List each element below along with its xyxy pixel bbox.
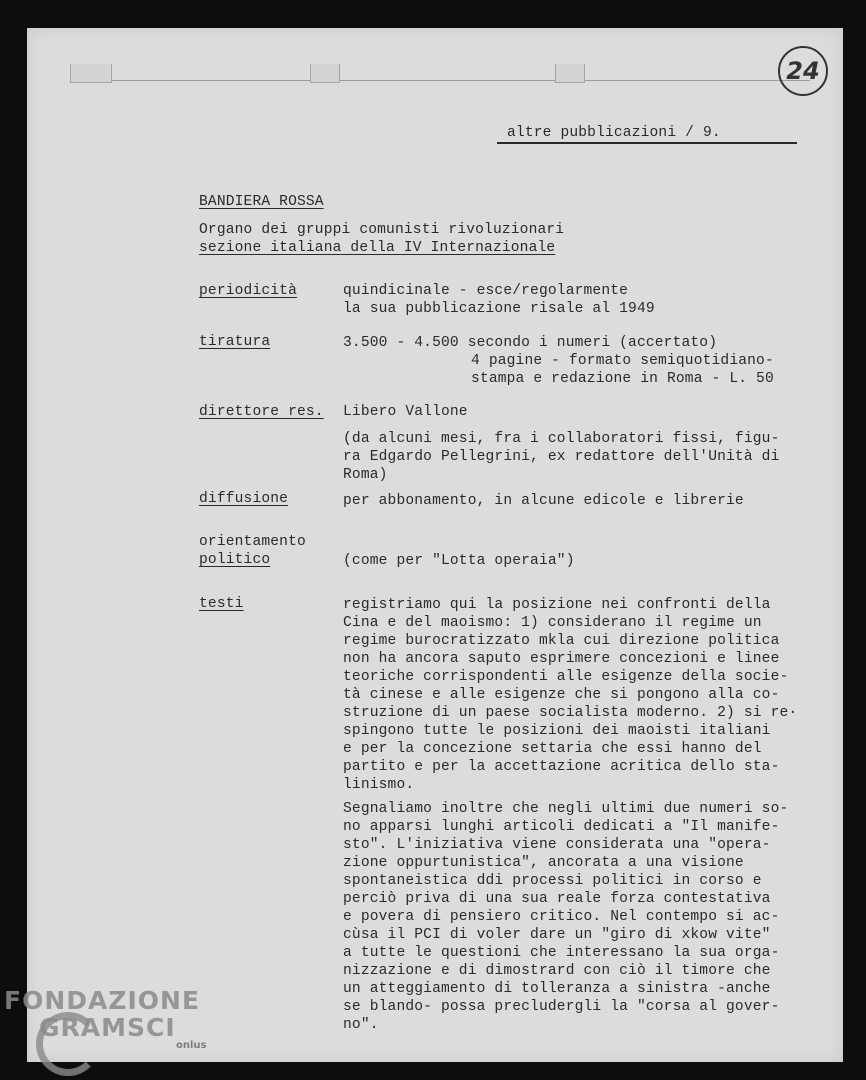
field-label-tiratura: tiratura bbox=[199, 334, 271, 350]
body-line: sto". L'iniziativa viene considerata una "opera- bbox=[343, 837, 771, 853]
binder-tab bbox=[70, 64, 112, 83]
field-label-direttore: direttore res. bbox=[199, 404, 324, 420]
body-line: nizzazione e di dimostrard con ciò il timore che bbox=[343, 963, 771, 979]
body-line: regime burocratizzato mkla cui direzione politica bbox=[343, 633, 780, 649]
publication-subtitle-2: sezione italiana della IV Internazionale bbox=[199, 240, 556, 256]
body-line: registriamo qui la posizione nei confronti della bbox=[343, 597, 771, 613]
field-value-line: (come per "Lotta operaia") bbox=[343, 553, 575, 569]
watermark-line-2: GRAMSCI bbox=[39, 1013, 176, 1042]
page-fold-line bbox=[70, 80, 810, 81]
body-line: Cina e del maoismo: 1) considerano il regime un bbox=[343, 615, 762, 631]
binder-tab bbox=[310, 64, 340, 83]
field-value-line: la sua pubblicazione risale al 1949 bbox=[343, 301, 655, 317]
field-value-line: Libero Vallone bbox=[343, 404, 468, 420]
field-value-line: per abbonamento, in alcune edicole e librerie bbox=[343, 493, 744, 509]
watermark-logo bbox=[4, 986, 207, 1051]
field-label-orientamento: orientamento bbox=[199, 534, 306, 550]
field-value-line: stampa e redazione in Roma - L. 50 bbox=[471, 371, 774, 387]
field-label-politico: politico bbox=[199, 552, 271, 568]
body-line: no". bbox=[343, 1017, 379, 1033]
body-line: struzione di un paese socialista moderno. 2) si re· bbox=[343, 705, 798, 721]
field-label-diffusione: diffusione bbox=[199, 491, 289, 507]
field-label-periodicita: periodicità bbox=[199, 283, 297, 299]
body-line: se blando- possa precludergli la "corsa al gover- bbox=[343, 999, 780, 1015]
body-line: non ha ancora saputo esprimere concezioni e linee bbox=[343, 651, 780, 667]
body-line: partito e per la accettazione acritica dello sta- bbox=[343, 759, 780, 775]
body-line: spingono tutte le posizioni dei maoisti italiani bbox=[343, 723, 771, 739]
body-line: spontaneistica ddi processi politici in corso e bbox=[343, 873, 762, 889]
field-label-testi: testi bbox=[199, 596, 244, 612]
body-line: zione oppurtunistica", ancorata a una visione bbox=[343, 855, 744, 871]
field-value-line: 3.500 - 4.500 secondo i numeri (accertato) bbox=[343, 335, 718, 351]
body-line: perciò priva di una sua reale forza contestativa bbox=[343, 891, 771, 907]
field-value-line: ra Edgardo Pellegrini, ex redattore dell'Unità di bbox=[343, 449, 780, 465]
body-line: a tutte le questioni che interessano la sua orga- bbox=[343, 945, 780, 961]
field-value-line: 4 pagine - formato semiquotidiano- bbox=[471, 353, 774, 369]
binder-tab bbox=[555, 64, 585, 83]
body-line: no apparsi lunghi articoli dedicati a "Il manife- bbox=[343, 819, 780, 835]
watermark-line-1: FONDAZIONE bbox=[4, 986, 201, 1015]
field-value-line: (da alcuni mesi, fra i collaboratori fissi, figu- bbox=[343, 431, 780, 447]
body-line: e povera di pensiero critico. Nel contempo si ac- bbox=[343, 909, 780, 925]
body-line: cùsa il PCI di voler dare un "giro di xkow vite" bbox=[343, 927, 771, 943]
page-number-stamp: 24 bbox=[778, 46, 828, 96]
watermark-line-3: onlus bbox=[176, 1040, 207, 1051]
field-value-line: Roma) bbox=[343, 467, 388, 483]
section-header: altre pubblicazioni / 9. bbox=[507, 125, 721, 141]
body-line: tà cinese e alle esigenze che si pongono alla co- bbox=[343, 687, 780, 703]
field-value-line: quindicinale - esce/regolarmente bbox=[343, 283, 629, 299]
body-line: Segnaliamo inoltre che negli ultimi due numeri so- bbox=[343, 801, 789, 817]
header-underline bbox=[497, 142, 797, 144]
body-line: un atteggiamento di tolleranza a sinistra -anche bbox=[343, 981, 771, 997]
body-line: linismo. bbox=[343, 777, 415, 793]
publication-subtitle: Organo dei gruppi comunisti rivoluzionari bbox=[199, 222, 565, 238]
publication-title: BANDIERA ROSSA bbox=[199, 194, 324, 210]
body-line: teoriche corrispondenti alle esigenze della socie- bbox=[343, 669, 789, 685]
body-line: e per la concezione settaria che essi hanno del bbox=[343, 741, 762, 757]
